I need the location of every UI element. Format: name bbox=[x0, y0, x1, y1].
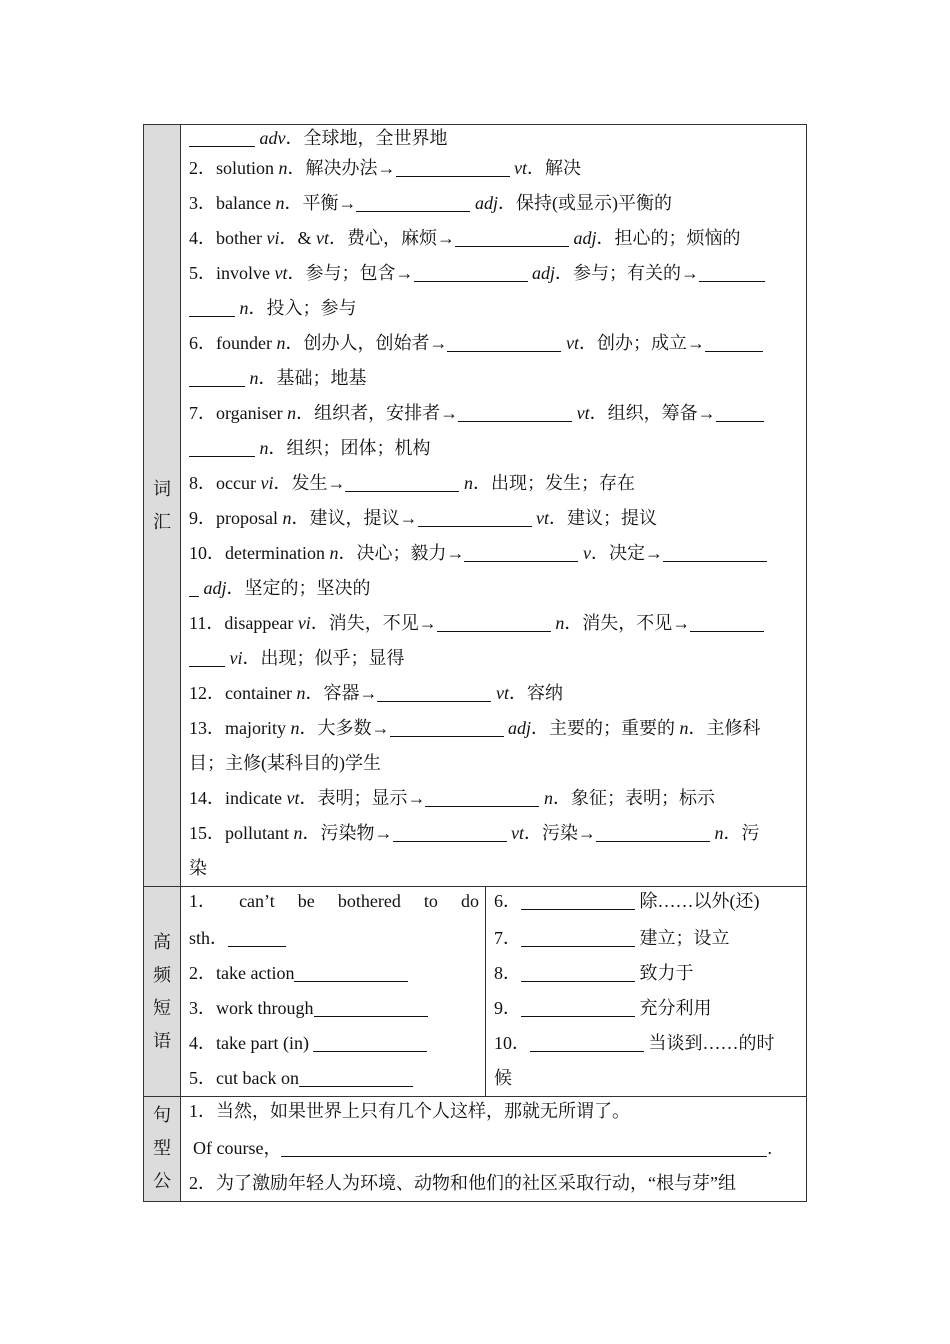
answer-blank[interactable] bbox=[690, 613, 764, 632]
text-segment: ．容器→ bbox=[305, 683, 378, 703]
phrases-content bbox=[181, 887, 807, 1097]
answer-blank[interactable] bbox=[447, 333, 561, 352]
phrase-item-1: 1． can’t be bothered to do bbox=[181, 887, 485, 921]
text-segment: 词 bbox=[153, 478, 171, 499]
answer-blank[interactable] bbox=[521, 928, 635, 947]
text-segment: 染 bbox=[189, 858, 207, 878]
answer-blank[interactable] bbox=[189, 368, 245, 387]
text-segment: ．表明；显示→ bbox=[299, 788, 426, 808]
text-segment: vt bbox=[286, 788, 300, 808]
phrase-item-10 bbox=[486, 1026, 808, 1061]
text-segment: organiser bbox=[216, 403, 283, 423]
vocab-item-14 bbox=[181, 781, 806, 816]
vocab-item-6-cont bbox=[181, 361, 806, 396]
text-segment: ．主要的；重要的 bbox=[531, 718, 676, 738]
review-table bbox=[143, 124, 807, 1202]
text-segment: ．投入；参与 bbox=[248, 298, 357, 318]
text-segment: 当谈到……的时 bbox=[648, 1033, 775, 1053]
vocab-category-label bbox=[144, 125, 181, 887]
text-segment: 14． bbox=[189, 788, 225, 808]
answer-blank[interactable] bbox=[455, 228, 569, 247]
phrase-item-5 bbox=[181, 1061, 485, 1096]
text-segment: take action bbox=[216, 963, 295, 983]
text-segment: 2． bbox=[189, 963, 216, 983]
text-segment: ．解决办法→ bbox=[287, 158, 396, 178]
text-segment: vt bbox=[495, 683, 509, 703]
text-segment: ．污染物→ bbox=[302, 823, 393, 843]
text-segment: 15． bbox=[189, 823, 225, 843]
text-segment: adj bbox=[573, 228, 597, 248]
text-segment: ．坚定的；坚决的 bbox=[226, 578, 371, 598]
text-segment: proposal bbox=[216, 508, 278, 528]
vocab-item-9 bbox=[181, 501, 806, 536]
answer-blank[interactable] bbox=[189, 298, 235, 317]
sentences-content bbox=[181, 1097, 807, 1202]
text-segment: 3． bbox=[189, 193, 216, 213]
answer-blank[interactable] bbox=[189, 438, 255, 457]
text-segment: balance bbox=[216, 193, 271, 213]
text-segment: ．容纳 bbox=[508, 683, 563, 703]
text-segment: 频 bbox=[153, 964, 171, 985]
vocab-item-6 bbox=[181, 326, 806, 361]
vocab-section bbox=[144, 125, 807, 887]
text-segment: 12． bbox=[189, 683, 225, 703]
answer-blank[interactable] bbox=[425, 788, 539, 807]
text-segment: n bbox=[555, 613, 565, 633]
answer-blank[interactable] bbox=[356, 193, 470, 212]
text-segment: n bbox=[296, 683, 306, 703]
text-segment: 10． bbox=[494, 1033, 530, 1053]
answer-blank[interactable] bbox=[393, 823, 507, 842]
text-segment: vi bbox=[297, 613, 311, 633]
text-segment: majority bbox=[225, 718, 286, 738]
answer-blank[interactable] bbox=[313, 1033, 427, 1052]
text-segment: ．决心；毅力→ bbox=[338, 543, 465, 563]
text-segment: sth． bbox=[189, 928, 229, 948]
text-segment: 1．当然，如果世界上只有几个人这样，那就无所谓了。 bbox=[189, 1101, 630, 1121]
phrase-item-9 bbox=[486, 991, 808, 1026]
vocab-item-7 bbox=[181, 396, 806, 431]
text-segment: n bbox=[278, 158, 288, 178]
text-segment: take part (in) bbox=[216, 1033, 314, 1053]
text-segment: 7． bbox=[494, 928, 521, 948]
answer-blank[interactable] bbox=[189, 128, 255, 147]
text-segment: n bbox=[290, 718, 300, 738]
vocab-item-8 bbox=[181, 466, 806, 501]
phrases-category-label bbox=[144, 887, 181, 1097]
answer-blank[interactable] bbox=[414, 263, 528, 282]
answer-blank[interactable] bbox=[521, 891, 635, 910]
sentences-section bbox=[144, 1097, 807, 1202]
text-segment: 5． bbox=[189, 263, 216, 283]
answer-blank[interactable] bbox=[189, 578, 199, 597]
text-segment: n bbox=[282, 508, 292, 528]
answer-blank[interactable] bbox=[294, 963, 408, 982]
text-segment: v bbox=[582, 543, 591, 563]
answer-blank[interactable] bbox=[521, 998, 635, 1017]
text-segment: ．污 bbox=[723, 823, 760, 843]
answer-blank[interactable] bbox=[377, 683, 491, 702]
text-segment: 1． bbox=[189, 891, 216, 911]
text-segment: Of course， bbox=[193, 1138, 282, 1158]
sentence-item-2 bbox=[181, 1166, 806, 1201]
text-segment: determination bbox=[225, 543, 325, 563]
phrase-item-10-cont bbox=[486, 1061, 808, 1096]
text-segment: ．象征；表明；标示 bbox=[552, 788, 715, 808]
answer-blank[interactable] bbox=[705, 333, 763, 352]
exercise-sheet bbox=[143, 124, 807, 1202]
vocab-item-12 bbox=[181, 676, 806, 711]
answer-blank[interactable] bbox=[189, 648, 225, 667]
text-segment: 目；主修(某科目的)学生 bbox=[189, 753, 381, 773]
text-segment: adv bbox=[259, 128, 286, 148]
text-segment: adj bbox=[203, 578, 227, 598]
text-segment: 公 bbox=[153, 1171, 171, 1191]
sentence-item-1 bbox=[181, 1097, 806, 1131]
text-segment: bother bbox=[216, 228, 262, 248]
text-segment: indicate bbox=[225, 788, 282, 808]
text-segment: . bbox=[767, 1138, 772, 1158]
vocab-item-7-cont bbox=[181, 431, 806, 466]
text-segment: ．大多数→ bbox=[299, 718, 390, 738]
text-segment: n bbox=[714, 823, 724, 843]
text-segment: n bbox=[463, 473, 473, 493]
text-segment: vi bbox=[229, 648, 243, 668]
text-segment: 4． bbox=[189, 1033, 216, 1053]
phrase-item-1-cont bbox=[181, 921, 485, 956]
text-segment: ．决定→ bbox=[590, 543, 663, 563]
text-segment: involve bbox=[216, 263, 270, 283]
text-segment: cut back on bbox=[216, 1068, 299, 1088]
text-segment: work through bbox=[216, 998, 314, 1018]
text-segment: 6． bbox=[189, 333, 216, 353]
text-segment: ．保持(或显示)平衡的 bbox=[497, 193, 672, 213]
text-segment: founder bbox=[216, 333, 272, 353]
vocab-item-3 bbox=[181, 186, 806, 221]
phrases-grid bbox=[181, 887, 808, 1096]
vocab-item-10 bbox=[181, 536, 806, 571]
answer-blank[interactable] bbox=[418, 508, 532, 527]
text-segment: ．解决 bbox=[527, 158, 582, 178]
text-segment: 候 bbox=[494, 1068, 512, 1088]
answer-blank[interactable] bbox=[281, 1138, 767, 1157]
text-segment: n bbox=[249, 368, 259, 388]
answer-blank[interactable] bbox=[299, 1068, 413, 1087]
answer-blank[interactable] bbox=[464, 543, 578, 562]
text-segment: ．消失，不见→ bbox=[310, 613, 437, 633]
vocab-item-2 bbox=[181, 151, 806, 186]
text-segment: 13． bbox=[189, 718, 225, 738]
text-segment: 11． bbox=[189, 613, 225, 633]
vocab-content bbox=[181, 125, 807, 887]
vocab-item-10-cont bbox=[181, 571, 806, 606]
text-segment: vt bbox=[536, 508, 549, 528]
text-segment: ．参与；有关的→ bbox=[555, 263, 700, 283]
text-segment: vt bbox=[274, 263, 288, 283]
text-segment: adj bbox=[508, 718, 532, 738]
answer-blank[interactable] bbox=[596, 823, 710, 842]
text-segment: ．参与；包含→ bbox=[287, 263, 414, 283]
text-segment: 除……以外(还) bbox=[639, 891, 760, 911]
text-segment: 4． bbox=[189, 228, 216, 248]
text-segment: vt bbox=[514, 158, 528, 178]
text-segment: 2． bbox=[189, 158, 216, 178]
text-segment: ．消失，不见→ bbox=[564, 613, 691, 633]
vocab-item-15 bbox=[181, 816, 806, 851]
text-segment: ．创办；成立→ bbox=[578, 333, 705, 353]
text-segment: ．担心的；烦恼的 bbox=[596, 228, 741, 248]
text-segment: ．建议；提议 bbox=[549, 508, 657, 528]
text-segment: ．费心，麻烦→ bbox=[329, 228, 455, 248]
text-segment: 充分利用 bbox=[639, 998, 712, 1018]
text-segment: n bbox=[239, 298, 249, 318]
text-segment: 2．为了激励年轻人为环境、动物和他们的社区采取行动，“根与芽”组 bbox=[189, 1173, 736, 1193]
text-segment: 5． bbox=[189, 1068, 216, 1088]
vocab-item-13-cont bbox=[181, 746, 806, 781]
phrases-right-column bbox=[486, 887, 809, 1096]
vocab-line-1-cont bbox=[181, 125, 806, 151]
text-segment: ．发生→ bbox=[273, 473, 346, 493]
text-segment: 9． bbox=[494, 998, 521, 1018]
text-segment: n bbox=[679, 718, 689, 738]
text-segment: 3． bbox=[189, 998, 216, 1018]
text-segment: ．出现；发生；存在 bbox=[472, 473, 635, 493]
vocab-item-15-cont bbox=[181, 851, 806, 886]
text-segment: ．& bbox=[279, 228, 316, 248]
text-segment: vi bbox=[260, 473, 274, 493]
answer-blank[interactable] bbox=[314, 998, 428, 1017]
vocab-item-5 bbox=[181, 256, 806, 291]
text-segment: 短 bbox=[153, 997, 171, 1018]
vocab-item-13 bbox=[181, 711, 806, 746]
text-segment: 汇 bbox=[153, 511, 171, 532]
text-segment: ．全球地，全世界地 bbox=[285, 128, 448, 148]
text-segment: 7． bbox=[189, 403, 216, 423]
phrase-item-6 bbox=[486, 887, 808, 921]
text-segment: 建立；设立 bbox=[639, 928, 730, 948]
answer-blank[interactable] bbox=[437, 613, 551, 632]
text-segment: ．建议，提议→ bbox=[291, 508, 418, 528]
answer-blank[interactable] bbox=[390, 718, 504, 737]
text-segment: n bbox=[543, 788, 553, 808]
text-segment: ．主修科 bbox=[688, 718, 761, 738]
sentence-item-1-answer bbox=[181, 1131, 806, 1166]
answer-blank[interactable] bbox=[228, 928, 286, 947]
vocab-item-4 bbox=[181, 221, 806, 256]
text-segment: 10． bbox=[189, 543, 225, 563]
text-segment: 8． bbox=[494, 963, 521, 983]
text-segment: 高 bbox=[153, 931, 171, 952]
text-segment: container bbox=[225, 683, 292, 703]
text-segment: ．组织；团体；机构 bbox=[268, 438, 431, 458]
answer-blank[interactable] bbox=[530, 1033, 644, 1052]
text-segment: ．创办人，创始者→ bbox=[285, 333, 448, 353]
text-segment: n bbox=[275, 193, 285, 213]
text-segment: vt bbox=[316, 228, 329, 248]
phrases-section bbox=[144, 887, 807, 1097]
text-segment: occur bbox=[216, 473, 256, 493]
text-segment: 8． bbox=[189, 473, 216, 493]
phrase-item-8 bbox=[486, 956, 808, 991]
vocab-item-11-cont bbox=[181, 641, 806, 676]
answer-blank[interactable] bbox=[716, 403, 764, 422]
text-segment: pollutant bbox=[225, 823, 289, 843]
text-segment: ．平衡→ bbox=[284, 193, 357, 213]
phrase-item-7 bbox=[486, 921, 808, 956]
sentences-category-label bbox=[144, 1097, 181, 1202]
text-segment: solution bbox=[216, 158, 275, 178]
text-segment: ．组织者，安排者→ bbox=[296, 403, 459, 423]
text-segment: disappear bbox=[224, 613, 294, 633]
text-segment: vt bbox=[565, 333, 579, 353]
text-segment: 型 bbox=[153, 1138, 171, 1158]
answer-blank[interactable] bbox=[458, 403, 572, 422]
text-segment: n bbox=[293, 823, 303, 843]
text-segment: 6． bbox=[494, 891, 521, 911]
phrase-item-3 bbox=[181, 991, 485, 1026]
text-segment: 句 bbox=[153, 1105, 171, 1125]
text-segment: adj bbox=[532, 263, 556, 283]
text-segment: vt bbox=[511, 823, 524, 843]
text-segment: n bbox=[287, 403, 297, 423]
vocab-item-5-cont bbox=[181, 291, 806, 326]
answer-blank[interactable] bbox=[521, 963, 635, 982]
answer-blank[interactable] bbox=[396, 158, 510, 177]
text-segment: n bbox=[259, 438, 269, 458]
text-segment: n bbox=[276, 333, 286, 353]
phrases-left-column bbox=[181, 887, 486, 1096]
text-segment: 语 bbox=[153, 1030, 171, 1051]
text-segment: ．组织，筹备→ bbox=[589, 403, 716, 423]
text-segment: ．基础；地基 bbox=[258, 368, 367, 388]
text-segment: vi bbox=[266, 228, 280, 248]
answer-blank[interactable] bbox=[345, 473, 459, 492]
text-segment: n bbox=[329, 543, 339, 563]
text-segment: ．出现；似乎；显得 bbox=[242, 648, 405, 668]
phrase-item-2 bbox=[181, 956, 485, 991]
text-segment: vt bbox=[576, 403, 590, 423]
text-segment: 9． bbox=[189, 508, 216, 528]
phrase-item-4 bbox=[181, 1026, 485, 1061]
text-segment: adj bbox=[474, 193, 498, 213]
text-segment: ．污染→ bbox=[524, 823, 596, 843]
answer-blank[interactable] bbox=[699, 263, 765, 282]
answer-blank[interactable] bbox=[663, 543, 767, 562]
vocab-item-11 bbox=[181, 606, 806, 641]
text-segment: 致力于 bbox=[639, 963, 694, 983]
